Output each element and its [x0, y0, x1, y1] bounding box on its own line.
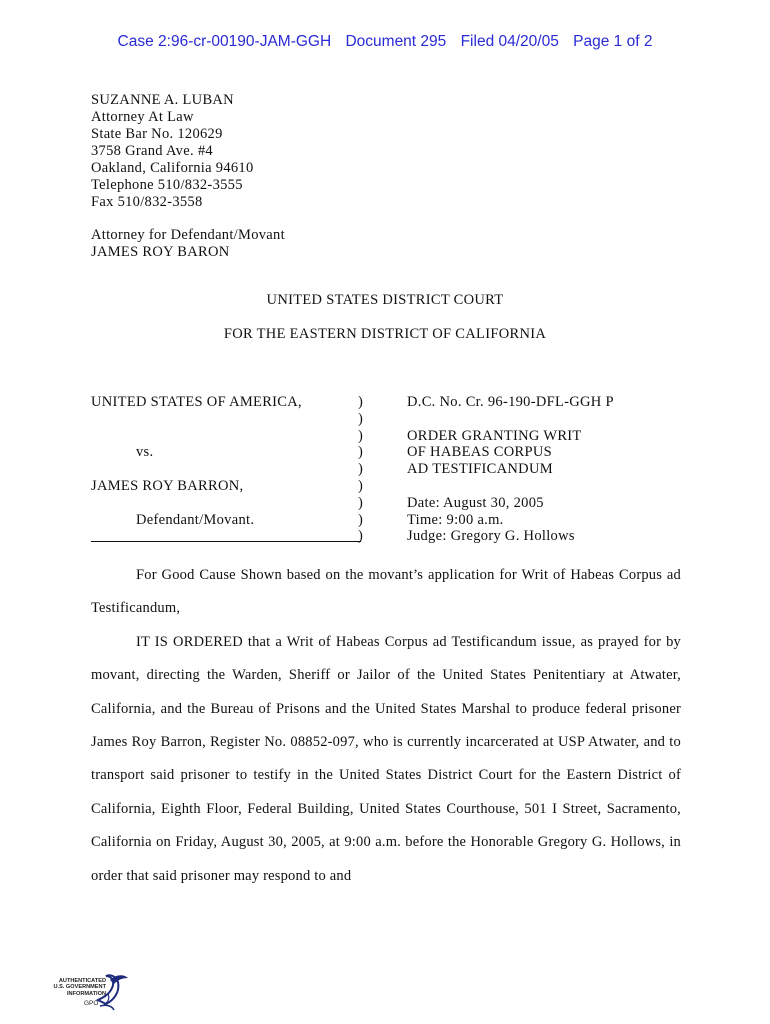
- caption-parties: [91, 394, 371, 528]
- gpo-logo-mark: GPO: [84, 1000, 99, 1007]
- caption-paren: ): [358, 461, 363, 478]
- attorney-city: Oakland, California 94610: [91, 160, 254, 176]
- attorney-bar-number: State Bar No. 120629: [91, 126, 223, 142]
- attorney-for-block: [91, 227, 285, 261]
- plaintiff-name: UNITED STATES OF AMERICA,: [91, 394, 302, 410]
- defendant-name: JAMES ROY BARRON,: [91, 477, 244, 494]
- hearing-date: Date: August 30, 2005: [407, 494, 544, 511]
- attorney-block: [91, 92, 254, 211]
- attorney-telephone: Telephone 510/832-3555: [91, 177, 243, 193]
- attorney-title: Attorney At Law: [91, 109, 194, 125]
- order-title-line3: AD TESTIFICANDUM: [407, 461, 553, 478]
- order-paragraph-1: For Good Cause Shown based on the movant’s application for Writ of Habeas Corpus ad Testificandum,: [91, 567, 681, 617]
- client-name: JAMES ROY BARON: [91, 244, 230, 260]
- eagle-icon: [44, 970, 134, 1014]
- order-title-line2: OF HABEAS CORPUS: [407, 444, 553, 461]
- caption-paren: ): [358, 410, 363, 427]
- caption-underline: [91, 541, 361, 542]
- filing-header: [0, 33, 770, 51]
- filed-date: Filed 04/20/05: [460, 33, 559, 50]
- defendant-role: Defendant/Movant.: [136, 511, 255, 528]
- caption-paren: ): [358, 511, 363, 528]
- caption-paren: ): [358, 494, 363, 511]
- document-number: Document 295: [345, 33, 447, 50]
- attorney-street: 3758 Grand Ave. #4: [91, 143, 213, 159]
- caption-paren: ): [358, 528, 363, 545]
- order-body: [91, 559, 681, 893]
- versus-label: vs.: [136, 444, 154, 461]
- caption-paren: ): [358, 394, 363, 410]
- court-name: UNITED STATES DISTRICT COURT: [266, 292, 504, 308]
- hearing-time: Time: 9:00 a.m.: [407, 511, 504, 528]
- attorney-name: SUZANNE A. LUBAN: [91, 92, 234, 108]
- hearing-judge: Judge: Gregory G. Hollows: [407, 528, 575, 545]
- caption-paren: ): [358, 477, 363, 494]
- case-number: Case 2:96-cr-00190-JAM-GGH: [117, 33, 332, 50]
- order-paragraph-2: IT IS ORDERED that a Writ of Habeas Corpus ad Testificandum issue, as prayed for by movant, directing the Warden, Sheriff or Jailor of the United States Penitentiary at Atwater, California, and the Bureau of Prisons and the United States Marshal to produce federal prisoner James Roy Barron, Register No. 08852-097, who is currently incarcerated at USP Atwater, and to transport said prisoner to testify in the United States District Court for the Eastern District of California, Eighth Floor, Federal Building, United States Courthouse, 501 I Street, Sacramento, California on Friday, August 30, 2005, at 9:00 a.m. before the Honorable Gregory G. Hollows, in order that said prisoner may respond to and: [91, 633, 681, 884]
- order-title-line1: ORDER GRANTING WRIT: [407, 427, 582, 444]
- gpo-logo-text: AUTHENTICATED U.S. GOVERNMENT INFORMATION: [53, 978, 106, 997]
- attorney-fax: Fax 510/832-3558: [91, 194, 203, 210]
- caption-paren: ): [358, 444, 363, 461]
- caption-case-info: [407, 394, 614, 545]
- caption-parentheses: [358, 394, 363, 545]
- attorney-for-label: Attorney for Defendant/Movant: [91, 227, 285, 243]
- caption-paren: ): [358, 427, 363, 444]
- gpo-authentication-logo: [44, 970, 134, 1014]
- page-indicator: Page 1 of 2: [573, 33, 653, 50]
- court-district: FOR THE EASTERN DISTRICT OF CALIFORNIA: [223, 326, 547, 342]
- docket-number: D.C. No. Cr. 96-190-DFL-GGH P: [407, 394, 614, 410]
